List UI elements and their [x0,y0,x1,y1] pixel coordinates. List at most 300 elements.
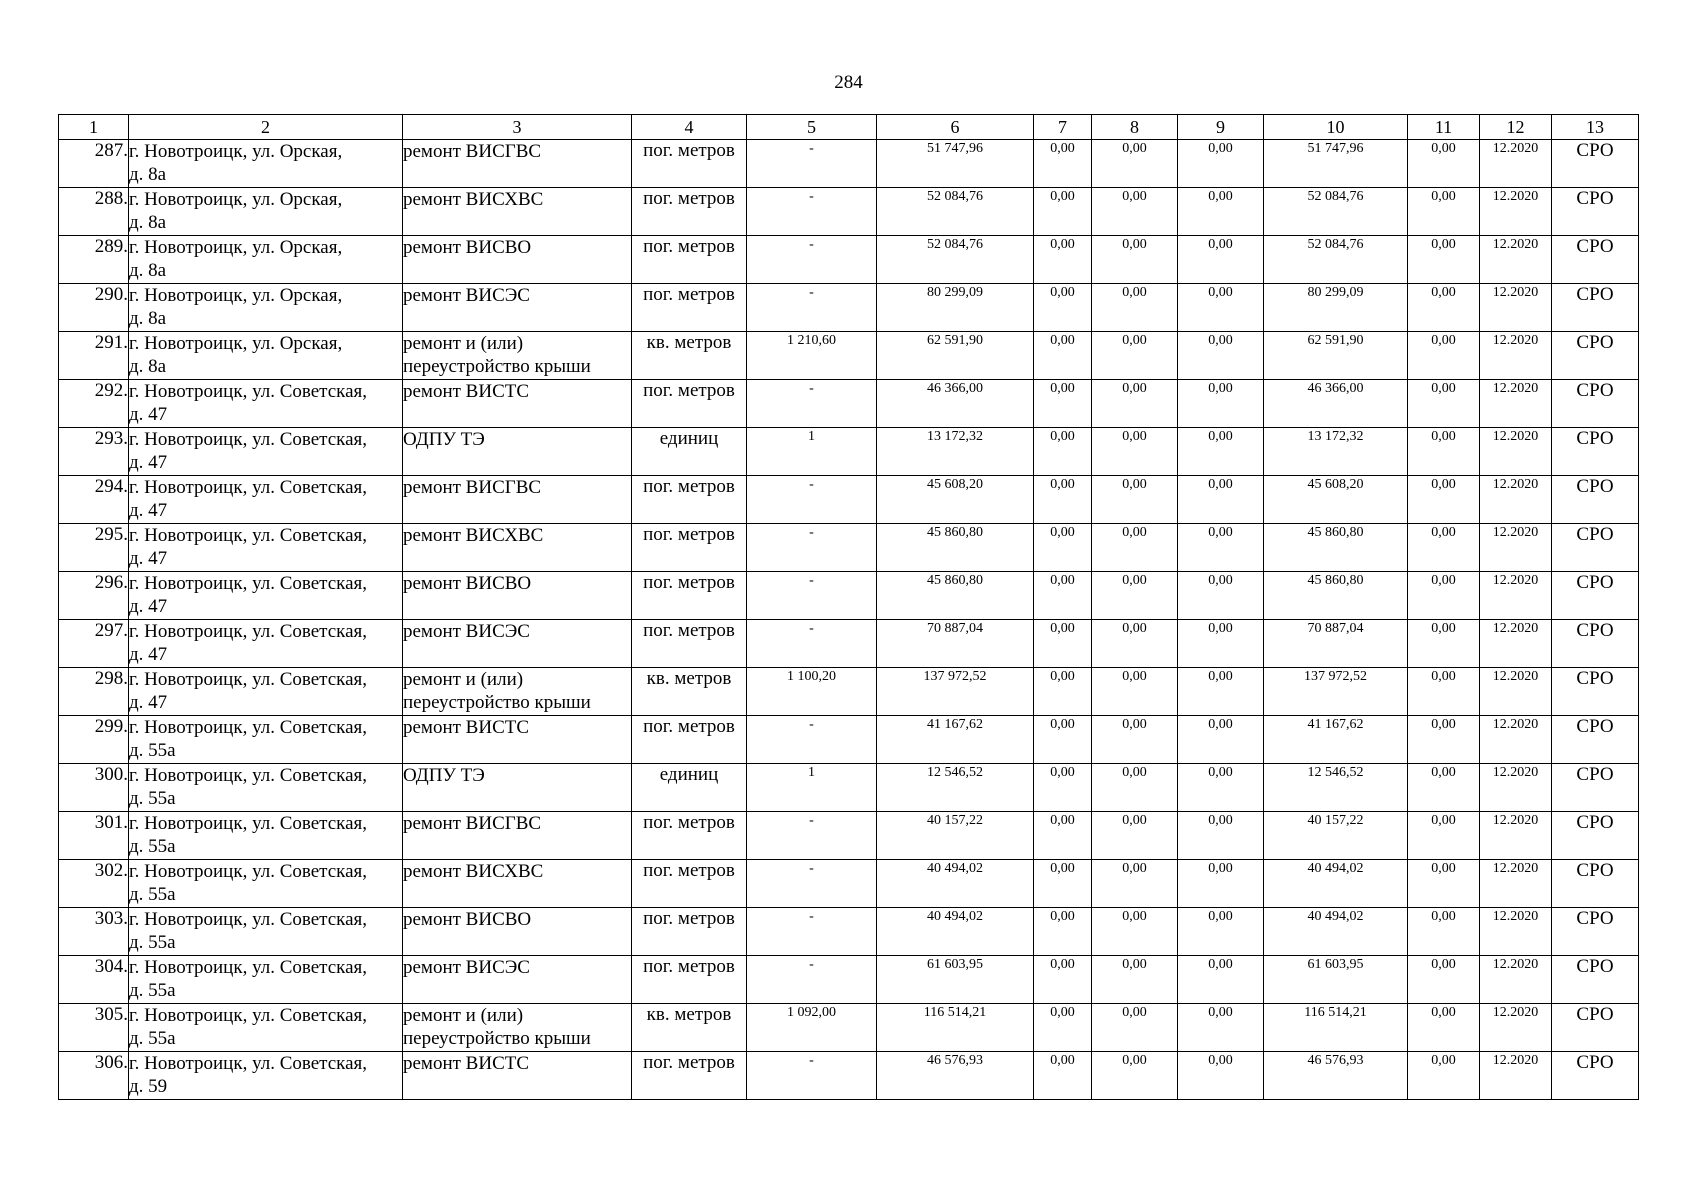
table-row [59,956,1639,1004]
column-number-4: 4 [632,115,747,140]
col11-cell: 0,00 [1408,524,1480,572]
col11-cell: 0,00 [1408,236,1480,284]
work-type-line: ремонт и (или) [403,333,524,354]
organization-cell: СРО [1552,908,1639,956]
row-number-cell: 292. [59,380,129,428]
address-line: г. Новотроицк, ул. Советская, [129,765,368,786]
col9-cell: 0,00 [1178,428,1264,476]
col9-cell: 0,00 [1178,572,1264,620]
col10-cell: 45 860,80 [1264,572,1408,620]
work-type-line: ремонт ВИСГВС [403,141,542,162]
unit-cell: пог. метров [632,380,747,428]
address-house: д. 8а [129,308,167,329]
total-cost-cell: 45 608,20 [877,476,1034,524]
col11-cell: 0,00 [1408,1052,1480,1100]
date-cell: 12.2020 [1480,236,1552,284]
address-cell [129,188,403,236]
total-cost-cell: 61 603,95 [877,956,1034,1004]
col7-cell: 0,00 [1034,956,1092,1004]
table-row [59,332,1639,380]
work-type-cell [403,572,632,620]
unit-cell: пог. метров [632,908,747,956]
address-house: д. 55а [129,836,176,857]
column-number-1: 1 [59,115,129,140]
row-number-cell: 306. [59,1052,129,1100]
total-cost-cell: 137 972,52 [877,668,1034,716]
col9-cell: 0,00 [1178,1004,1264,1052]
table-row [59,524,1639,572]
col7-cell: 0,00 [1034,764,1092,812]
col10-cell: 45 608,20 [1264,476,1408,524]
quantity-cell: - [747,908,877,956]
work-type-line: ремонт ВИСВО [403,237,532,258]
col10-cell: 40 494,02 [1264,860,1408,908]
address-house: д. 8а [129,164,167,185]
unit-cell: пог. метров [632,284,747,332]
total-cost-cell: 52 084,76 [877,236,1034,284]
col11-cell: 0,00 [1408,380,1480,428]
work-type-line: ремонт ВИСВО [403,573,532,594]
work-type-cell [403,236,632,284]
work-type-cell [403,668,632,716]
col9-cell: 0,00 [1178,764,1264,812]
col8-cell: 0,00 [1092,1004,1178,1052]
organization-cell: СРО [1552,572,1639,620]
organization-cell: СРО [1552,524,1639,572]
col11-cell: 0,00 [1408,668,1480,716]
row-number-cell: 301. [59,812,129,860]
total-cost-cell: 45 860,80 [877,572,1034,620]
col8-cell: 0,00 [1092,764,1178,812]
address-house: д. 47 [129,644,168,665]
address-cell [129,956,403,1004]
date-cell: 12.2020 [1480,380,1552,428]
col10-cell: 12 546,52 [1264,764,1408,812]
total-cost-cell: 40 157,22 [877,812,1034,860]
col11-cell: 0,00 [1408,716,1480,764]
col8-cell: 0,00 [1092,716,1178,764]
col11-cell: 0,00 [1408,140,1480,188]
address-cell [129,524,403,572]
quantity-cell: - [747,860,877,908]
col10-cell: 70 887,04 [1264,620,1408,668]
address-cell [129,620,403,668]
col9-cell: 0,00 [1178,476,1264,524]
col10-cell: 116 514,21 [1264,1004,1408,1052]
col9-cell: 0,00 [1178,236,1264,284]
total-cost-cell: 40 494,02 [877,860,1034,908]
total-cost-cell: 40 494,02 [877,908,1034,956]
table-row [59,620,1639,668]
work-type-line: ремонт ВИСЭС [403,957,530,978]
work-type-line: ремонт ВИСХВС [403,189,544,210]
work-type-cell [403,956,632,1004]
unit-cell: пог. метров [632,620,747,668]
total-cost-cell: 62 591,90 [877,332,1034,380]
col11-cell: 0,00 [1408,428,1480,476]
address-house: д. 47 [129,548,168,569]
unit-cell: кв. метров [632,1004,747,1052]
organization-cell: СРО [1552,668,1639,716]
work-type-line: ремонт ВИСТС [403,381,530,402]
address-house: д. 55а [129,932,176,953]
organization-cell: СРО [1552,812,1639,860]
unit-cell: пог. метров [632,140,747,188]
quantity-cell: - [747,716,877,764]
unit-cell: единиц [632,428,747,476]
address-line: г. Новотроицк, ул. Советская, [129,957,368,978]
quantity-cell: - [747,812,877,860]
organization-cell: СРО [1552,332,1639,380]
col9-cell: 0,00 [1178,284,1264,332]
page-number: 284 [834,72,863,93]
col11-cell: 0,00 [1408,284,1480,332]
date-cell: 12.2020 [1480,620,1552,668]
col7-cell: 0,00 [1034,572,1092,620]
work-type-cell [403,428,632,476]
column-number-9: 9 [1178,115,1264,140]
col11-cell: 0,00 [1408,476,1480,524]
total-cost-cell: 51 747,96 [877,140,1034,188]
date-cell: 12.2020 [1480,524,1552,572]
quantity-cell: - [747,284,877,332]
row-number-cell: 304. [59,956,129,1004]
organization-cell: СРО [1552,1052,1639,1100]
total-cost-cell: 80 299,09 [877,284,1034,332]
address-cell [129,284,403,332]
address-cell [129,1004,403,1052]
total-cost-cell: 116 514,21 [877,1004,1034,1052]
organization-cell: СРО [1552,956,1639,1004]
organization-cell: СРО [1552,764,1639,812]
col8-cell: 0,00 [1092,332,1178,380]
address-line: г. Новотроицк, ул. Советская, [129,381,368,402]
date-cell: 12.2020 [1480,812,1552,860]
address-house: д. 47 [129,596,168,617]
row-number-cell: 288. [59,188,129,236]
address-house: д. 59 [129,1076,168,1097]
quantity-cell: - [747,620,877,668]
address-house: д. 47 [129,404,168,425]
col8-cell: 0,00 [1092,620,1178,668]
work-type-cell [403,284,632,332]
col10-cell: 46 576,93 [1264,1052,1408,1100]
date-cell: 12.2020 [1480,572,1552,620]
quantity-cell: 1 [747,764,877,812]
quantity-cell: - [747,524,877,572]
work-type-line: ОДПУ ТЭ [403,429,485,450]
table-row [59,428,1639,476]
date-cell: 12.2020 [1480,668,1552,716]
address-house: д. 47 [129,452,168,473]
table-row [59,908,1639,956]
unit-cell: пог. метров [632,812,747,860]
table-row [59,572,1639,620]
address-line: г. Новотроицк, ул. Орская, [129,237,343,258]
work-type-line: ремонт ВИСТС [403,717,530,738]
col11-cell: 0,00 [1408,188,1480,236]
date-cell: 12.2020 [1480,332,1552,380]
unit-cell: пог. метров [632,1052,747,1100]
unit-cell: пог. метров [632,188,747,236]
address-cell [129,1052,403,1100]
col8-cell: 0,00 [1092,524,1178,572]
col9-cell: 0,00 [1178,188,1264,236]
row-number-cell: 305. [59,1004,129,1052]
organization-cell: СРО [1552,1004,1639,1052]
address-line: г. Новотроицк, ул. Советская, [129,621,368,642]
address-cell [129,764,403,812]
col11-cell: 0,00 [1408,764,1480,812]
column-number-7: 7 [1034,115,1092,140]
work-type-line: ремонт и (или) [403,669,524,690]
column-number-11: 11 [1408,115,1480,140]
col9-cell: 0,00 [1178,380,1264,428]
col7-cell: 0,00 [1034,188,1092,236]
table-row [59,140,1639,188]
address-house: д. 55а [129,884,176,905]
quantity-cell: - [747,1052,877,1100]
address-cell [129,812,403,860]
work-type-line: ОДПУ ТЭ [403,765,485,786]
work-type-line: ремонт ВИСЭС [403,285,530,306]
total-cost-cell: 52 084,76 [877,188,1034,236]
col11-cell: 0,00 [1408,860,1480,908]
col7-cell: 0,00 [1034,716,1092,764]
work-type-line: ремонт ВИСГВС [403,813,542,834]
address-cell [129,572,403,620]
date-cell: 12.2020 [1480,956,1552,1004]
column-number-row [59,115,1639,140]
col8-cell: 0,00 [1092,860,1178,908]
table-row [59,236,1639,284]
row-number-cell: 291. [59,332,129,380]
quantity-cell: 1 092,00 [747,1004,877,1052]
quantity-cell: 1 210,60 [747,332,877,380]
quantity-cell: - [747,236,877,284]
col8-cell: 0,00 [1092,572,1178,620]
address-line: г. Новотроицк, ул. Советская, [129,813,368,834]
column-number-5: 5 [747,115,877,140]
date-cell: 12.2020 [1480,1004,1552,1052]
organization-cell: СРО [1552,620,1639,668]
column-number-6: 6 [877,115,1034,140]
table-row [59,764,1639,812]
work-type-cell [403,908,632,956]
table-row [59,716,1639,764]
work-type-cell [403,764,632,812]
row-number-cell: 295. [59,524,129,572]
address-cell [129,428,403,476]
address-cell [129,236,403,284]
date-cell: 12.2020 [1480,140,1552,188]
work-type-line: ремонт ВИСТС [403,1053,530,1074]
address-line: г. Новотроицк, ул. Советская, [129,717,368,738]
col7-cell: 0,00 [1034,524,1092,572]
column-number-3: 3 [403,115,632,140]
date-cell: 12.2020 [1480,428,1552,476]
address-line: г. Новотроицк, ул. Советская, [129,429,368,450]
unit-cell: пог. метров [632,572,747,620]
col7-cell: 0,00 [1034,812,1092,860]
col9-cell: 0,00 [1178,668,1264,716]
address-line: г. Новотроицк, ул. Орская, [129,333,343,354]
work-type-line: ремонт и (или) [403,1005,524,1026]
table-row [59,1004,1639,1052]
table-row [59,476,1639,524]
address-cell [129,668,403,716]
address-house: д. 8а [129,356,167,377]
total-cost-cell: 13 172,32 [877,428,1034,476]
unit-cell: пог. метров [632,236,747,284]
col8-cell: 0,00 [1092,140,1178,188]
col7-cell: 0,00 [1034,908,1092,956]
row-number-cell: 298. [59,668,129,716]
date-cell: 12.2020 [1480,1052,1552,1100]
table-row [59,1052,1639,1100]
row-number-cell: 300. [59,764,129,812]
table-row [59,188,1639,236]
col8-cell: 0,00 [1092,956,1178,1004]
address-cell [129,140,403,188]
work-type-line-2: переустройство крыши [403,692,591,713]
work-type-cell [403,476,632,524]
col8-cell: 0,00 [1092,188,1178,236]
register-table [58,114,1639,1100]
col7-cell: 0,00 [1034,380,1092,428]
col7-cell: 0,00 [1034,140,1092,188]
address-cell [129,476,403,524]
row-number-cell: 290. [59,284,129,332]
organization-cell: СРО [1552,476,1639,524]
col8-cell: 0,00 [1092,668,1178,716]
work-type-cell [403,140,632,188]
col7-cell: 0,00 [1034,620,1092,668]
work-type-cell [403,812,632,860]
address-line: г. Новотроицк, ул. Советская, [129,573,368,594]
date-cell: 12.2020 [1480,476,1552,524]
unit-cell: кв. метров [632,332,747,380]
quantity-cell: 1 [747,428,877,476]
col11-cell: 0,00 [1408,332,1480,380]
row-number-cell: 302. [59,860,129,908]
col8-cell: 0,00 [1092,476,1178,524]
row-number-cell: 303. [59,908,129,956]
col10-cell: 51 747,96 [1264,140,1408,188]
organization-cell: СРО [1552,236,1639,284]
col10-cell: 40 494,02 [1264,908,1408,956]
date-cell: 12.2020 [1480,764,1552,812]
work-type-cell [403,860,632,908]
quantity-cell: - [747,572,877,620]
organization-cell: СРО [1552,428,1639,476]
col10-cell: 61 603,95 [1264,956,1408,1004]
col7-cell: 0,00 [1034,668,1092,716]
address-line: г. Новотроицк, ул. Советская, [129,669,368,690]
work-type-cell [403,380,632,428]
col10-cell: 13 172,32 [1264,428,1408,476]
address-line: г. Новотроицк, ул. Орская, [129,189,343,210]
total-cost-cell: 12 546,52 [877,764,1034,812]
quantity-cell: - [747,188,877,236]
col8-cell: 0,00 [1092,812,1178,860]
total-cost-cell: 70 887,04 [877,620,1034,668]
quantity-cell: - [747,956,877,1004]
col7-cell: 0,00 [1034,332,1092,380]
col9-cell: 0,00 [1178,956,1264,1004]
address-line: г. Новотроицк, ул. Советская, [129,861,368,882]
col7-cell: 0,00 [1034,428,1092,476]
col11-cell: 0,00 [1408,908,1480,956]
column-number-10: 10 [1264,115,1408,140]
col8-cell: 0,00 [1092,380,1178,428]
organization-cell: СРО [1552,140,1639,188]
address-line: г. Новотроицк, ул. Советская, [129,1053,368,1074]
date-cell: 12.2020 [1480,284,1552,332]
col11-cell: 0,00 [1408,956,1480,1004]
work-type-cell [403,716,632,764]
address-house: д. 55а [129,980,176,1001]
address-house: д. 8а [129,260,167,281]
col8-cell: 0,00 [1092,284,1178,332]
date-cell: 12.2020 [1480,908,1552,956]
unit-cell: кв. метров [632,668,747,716]
address-house: д. 55а [129,788,176,809]
row-number-cell: 289. [59,236,129,284]
unit-cell: пог. метров [632,716,747,764]
col7-cell: 0,00 [1034,860,1092,908]
row-number-cell: 287. [59,140,129,188]
work-type-line-2: переустройство крыши [403,1028,591,1049]
address-line: г. Новотроицк, ул. Орская, [129,285,343,306]
col9-cell: 0,00 [1178,1052,1264,1100]
quantity-cell: - [747,380,877,428]
col10-cell: 62 591,90 [1264,332,1408,380]
col9-cell: 0,00 [1178,716,1264,764]
column-number-13: 13 [1552,115,1639,140]
col10-cell: 137 972,52 [1264,668,1408,716]
address-house: д. 55а [129,740,176,761]
column-number-12: 12 [1480,115,1552,140]
total-cost-cell: 46 366,00 [877,380,1034,428]
quantity-cell: 1 100,20 [747,668,877,716]
date-cell: 12.2020 [1480,716,1552,764]
unit-cell: пог. метров [632,956,747,1004]
date-cell: 12.2020 [1480,860,1552,908]
col11-cell: 0,00 [1408,620,1480,668]
col9-cell: 0,00 [1178,908,1264,956]
work-type-line: ремонт ВИСГВС [403,477,542,498]
work-type-cell [403,332,632,380]
address-cell [129,332,403,380]
address-cell [129,860,403,908]
address-house: д. 8а [129,212,167,233]
total-cost-cell: 46 576,93 [877,1052,1034,1100]
col11-cell: 0,00 [1408,1004,1480,1052]
table-row [59,380,1639,428]
address-line: г. Новотроицк, ул. Советская, [129,477,368,498]
col8-cell: 0,00 [1092,428,1178,476]
col11-cell: 0,00 [1408,572,1480,620]
address-line: г. Новотроицк, ул. Советская, [129,909,368,930]
table-row [59,284,1639,332]
col10-cell: 52 084,76 [1264,236,1408,284]
address-line: г. Новотроицк, ул. Советская, [129,1005,368,1026]
work-type-line: ремонт ВИСЭС [403,621,530,642]
col9-cell: 0,00 [1178,140,1264,188]
column-number-8: 8 [1092,115,1178,140]
work-type-line-2: переустройство крыши [403,356,591,377]
